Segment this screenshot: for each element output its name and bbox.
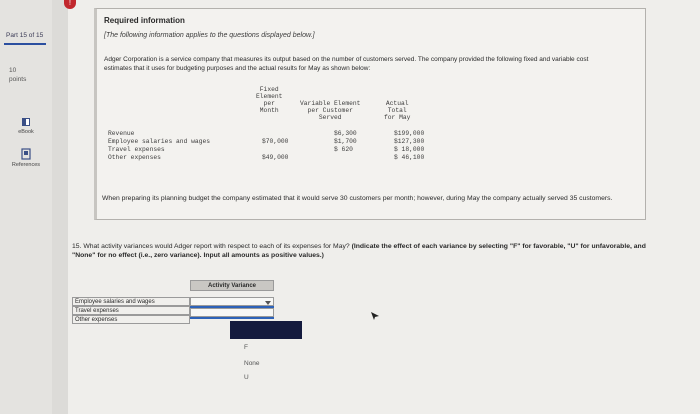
row-variable-travel: $ 620 [334, 146, 353, 153]
dropdown-option-f[interactable]: F [244, 344, 248, 351]
variance-select-other-focus [190, 317, 274, 319]
col-header-actual: Actual Total for May [384, 100, 411, 121]
variance-select-travel[interactable] [190, 308, 274, 317]
mouse-cursor-icon [370, 311, 380, 321]
dropdown-option-u[interactable]: U [244, 374, 249, 381]
question-text [72, 242, 662, 260]
answer-row-label-other: Other expenses [72, 315, 190, 324]
sidebar [0, 0, 52, 414]
ebook-label: eBook [18, 129, 34, 135]
points-value: 10 [9, 67, 17, 74]
points-display [9, 66, 26, 84]
required-info-card [94, 8, 646, 220]
chevron-down-icon [265, 301, 271, 305]
points-label: points [9, 76, 27, 83]
part-progress-bar [4, 43, 46, 45]
col-header-variable: Variable Element per Customer Served [300, 100, 361, 121]
part-indicator: Part 15 of 15 [6, 32, 44, 39]
row-variable-revenue: $6,300 [334, 130, 357, 137]
row-label-salaries: Employee salaries and wages [108, 138, 211, 145]
planning-note: When preparing its planning budget the company estimated that it would serve 30 customers per month; however, during May the company actually served 35 customers. [102, 195, 613, 202]
row-label-travel: Travel expenses [108, 146, 165, 153]
row-label-revenue: Revenue [108, 130, 135, 137]
answer-row-label-travel: Travel expenses [72, 306, 190, 315]
row-variable-salaries: $1,700 [334, 138, 357, 145]
question-prompt: 15. What activity variances would Adger report with respect to each of its expenses for May? [72, 243, 350, 250]
row-fixed-other: $49,000 [262, 154, 289, 161]
references-label: References [11, 162, 41, 168]
dropdown-highlight[interactable] [230, 321, 302, 339]
row-fixed-salaries: $70,000 [262, 138, 289, 145]
row-label-other: Other expenses [108, 154, 161, 161]
dropdown-option-none[interactable]: None [244, 360, 260, 367]
info-icon: ! [64, 0, 76, 9]
row-actual-revenue: $199,000 [394, 130, 425, 137]
book-icon [21, 117, 31, 127]
intro-text: Adger Corporation is a service company that measures its output based on the number of customers served. The company provided the following fixed and variable cost estimates that it uses for budgeting purposes and the actual results for May as shown below: [104, 56, 589, 72]
activity-variance-header: Activity Variance [190, 280, 274, 291]
card-title: Required information [104, 16, 185, 25]
question-instructions: (Indicate the effect of each variance by selecting "F" for favorable, "U" for unfavorable, and "None" for no effect (i.e., zero variance). Input all amounts as positive values.) [72, 243, 646, 259]
variance-select-salaries[interactable] [190, 297, 274, 306]
document-icon [21, 148, 31, 160]
row-actual-travel: $ 18,000 [394, 146, 425, 153]
card-subtitle: [The following information applies to the questions displayed below.] [104, 32, 315, 39]
answer-row-label-salaries: Employee salaries and wages [72, 297, 190, 306]
row-actual-salaries: $127,300 [394, 138, 425, 145]
ebook-button[interactable] [10, 117, 42, 135]
col-header-fixed: Fixed Element per Month [256, 86, 283, 114]
row-actual-other: $ 46,100 [394, 154, 425, 161]
references-button[interactable] [10, 148, 42, 168]
